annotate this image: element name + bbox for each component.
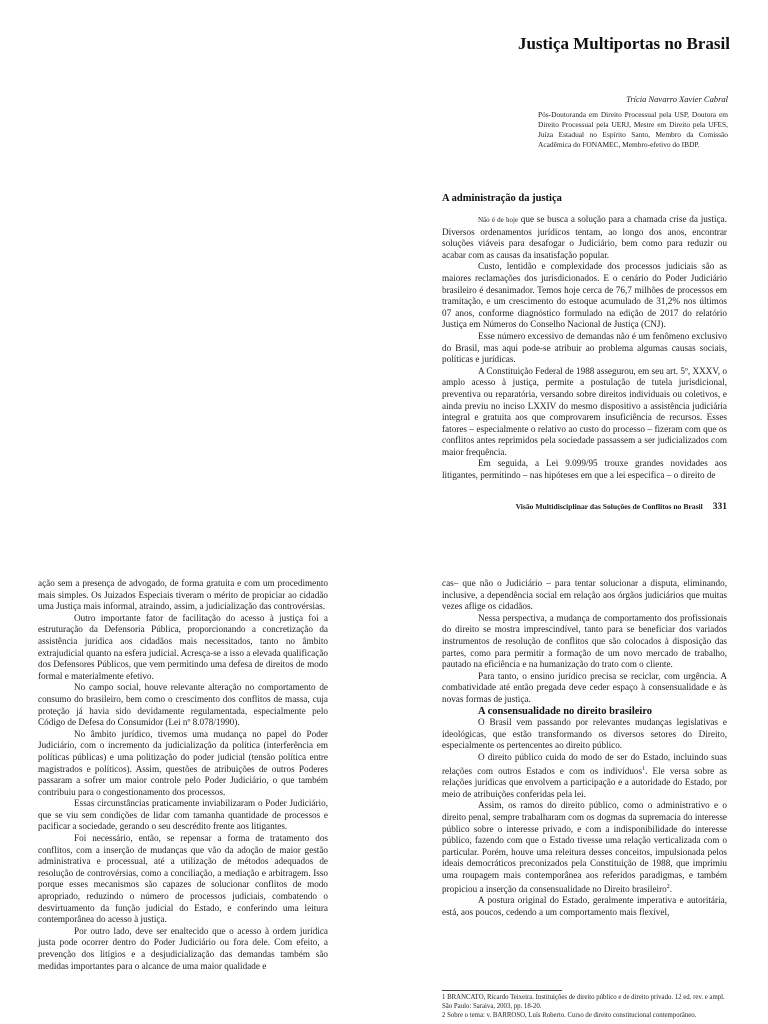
paragraph [442,214,727,261]
paragraph: No campo social, houve relevante alteração no comportamento de consumo do brasileiro, bem como o crescimento dos conflitos de massa, cuja proteção já havia sido devidamente regulamentada, especialmente pelo Código de Defesa do Consumidor (Lei nº 8.078/1990). [38,682,328,728]
paragraph [442,800,727,895]
paragraph: ação sem a presença de advogado, de forma gratuita e com um procedimento mais simples. Os Juizados Especiais tiveram o mérito de propiciar ao cidadão uma Justiça mais informal, atraindo, assim, a judicialização das controvérsias. [38,578,328,612]
article-title: Justiça Multiportas no Brasil [517,34,730,53]
paragraph: cas– que não o Judiciário – para tentar solucionar a disputa, eliminando, inclusive, a dependência social em relação aos órgãos judiciários que muitas vezes aflige os cidadãos. [442,578,727,612]
footnote-divider [442,990,562,991]
footnote-ref-2: 2 [666,883,670,890]
footnote-2: 2 Sobre o tema: v. BARROSO, Luís Roberto. Curso de direito constitucional contemporâneo. [442,1012,697,1019]
paragraph: O Brasil vem passando por relevantes mudanças legislativas e ideológicas, que estão transformando os diversos setores do Direito, especialmente os pertencentes ao direito público. [442,717,727,751]
paragraph-text: . Ele versa sobre as relações jurídicas que envolvem a participação e a autoridade do Estado, por meio de atribuições conferidas pela lei. [442,765,727,799]
section-heading-consensualidade: A consensualidade no direito brasileiro [478,705,653,717]
page-footer [442,502,727,512]
section-heading-administracao: A administração da justiça [442,193,562,204]
paragraph: Essas circunstâncias praticamente inviabilizaram o Poder Judiciário, que se viu sem condições de lidar com tamanha quantidade de processos e pacificar a sociedade, gerando o seu descrédito frente aos litigantes. [38,798,328,832]
paragraph: Custo, lentidão e complexidade dos processos judiciais são as maiores reclamações dos jurisdicionados. E o cenário do Poder Judiciário brasileiro é desanimador. Temos hoje cerca de 76,7 milhões de processos em tramitação, e um crescimento do estoque acumulado de 31,2% nos últimos 07 anos, conforme diagnóstico formulado na edição de 2017 do relatório Justiça em Números do Conselho Nacional de Justiça (CNJ). [442,261,727,330]
paragraph-text: . [669,883,673,894]
paragraph-text: Assim, os ramos do direito público, como o administrativo e o direito penal, sempre trabalharam com os dogmas da supremacia do interesse público sobre o interesse privado, e com a indisponibilidade do interesse público, fazendo com que o Estado tivesse uma relação verticalizada com o particular. Porém, houve uma releitura desses conceitos, impulsionada pelos ideais democráticos preconizados pela Constituição de 1988, que imprimiu uma roupagem mais contemporânea aos referidos paradigmas, e também propiciou a inserção da consensualidade no Direito brasileiro [442,800,727,894]
paragraph: Para tanto, o ensino jurídico precisa se reciclar, com urgência. A combatividade até então pregada deve ceder espaço à consensualidade e às novas formas de justiça. [442,670,727,704]
footnotes [442,993,727,1020]
paragraph-text: O direito público cuida do modo de ser do Estado, incluindo suas relações com outros Estados e com os indivíduos [442,751,727,776]
lead-in: Não é de hoje [478,216,519,224]
left-text-column [38,578,328,972]
author-affiliation: Pós-Doutoranda em Direito Processual pela USP, Doutora em Direito Processual pela UERJ, Mestre em Direito pela UFES, Juíza Estadual no Espírito Santo, Membro da Comissão Acadêmica do FONAMEC, Membro-efetivo do IBDP. [538,110,728,149]
page-332 [0,560,768,1024]
paragraph: Em seguida, a Lei 9.099/95 trouxe grandes novidades aos litigantes, permitindo – nas hipóteses em que a lei especifica – o direito de [442,458,727,481]
right-text-column [442,578,727,918]
top-text-column [442,214,727,482]
footnote-1: 1 BRANCATO, Ricardo Teixeira. Instituições de direito público e de direito privado. 12 ed. rev. e ampl. São Paulo: Saraiva, 2003, pp. 18-20. [442,994,725,1010]
author-name: Trícia Navarro Xavier Cabral [626,94,728,104]
footer-journal-title: Visão Multidisciplinar das Soluções de Conflitos no Brasil [515,502,703,511]
paragraph [442,752,727,800]
paragraph: Por outro lado, deve ser enaltecido que o acesso à ordem jurídica justa pode ocorrer dentro do Poder Judiciário ou fora dele. Com efeito, a prevenção dos litígios e a desjudicialização das demandas também são medidas importantes para o alcance de uma maior qualidade e [38,925,328,971]
paragraph: No âmbito jurídico, tivemos uma mudança no papel do Poder Judiciário, com o incremento da judicialização da política (interferência em políticas públicas) e uma politização do poder judicial (tensão política entre magistrados e políticos). Assim, questões de atribuições de outros Poderes passaram a sofrer um maior controle pelo Poder Judiciário, o que também contribuiu para o congestionamento dos processos. [38,728,328,797]
paragraph: Outro importante fator de facilitação do acesso à justiça foi a estruturação da Defensoria Pública, proporcionando a concretização da assistência jurídica aos cidadãos mais necessitados, tanto no âmbito extrajudicial quanto na esfera judicial. Acresça-se a isso a elevada qualificação dos Defensores Públicos, que vem permitindo uma defesa de direitos de modo formal e materialmente efetivo. [38,612,328,681]
paragraph: Foi necessário, então, se repensar a forma de tratamento dos conflitos, com a inserção de mudanças que vão da adoção de maior gestão administrativa e processual, até a utilização de métodos adequados de resolução de controvérsias, como a conciliação, a mediação e arbitragem. Isso porque esses mecanismos são capazes de solucionar conflitos de modo apropriado, reduzindo o número de processos judiciais, combatendo o desvirtuamento da função judicial do Estado, e conferindo uma leitura contemporânea do acesso à justiça. [38,833,328,925]
footnote-ref-1: 1 [642,765,646,772]
paragraph: A postura original do Estado, geralmente imperativa e autoritária, está, aos poucos, cedendo a um comportamento mais flexível, [442,895,727,917]
paragraph: A Constituição Federal de 1988 assegurou, em seu art. 5º, XXXV, o amplo acesso à justiça, permite a postulação de tutela jurisdicional, preventiva ou reparatória, versando sobre direitos individuais ou coletivos, e ainda previu no inciso LXXIV do mesmo dispositivo a assistência judiciária integral e gratuita aos que comprovarem insuficiência de recursos. Esses fatores – especialmente o relativo ao custo do processo – fizeram com que os conflitos antes reprimidos pela sociedade passassem a ser judicializados com maior frequência. [442,365,727,457]
paragraph: Nessa perspectiva, a mudança de comportamento dos profissionais do direito se mostra imprescindível, tanto para se beneficiar dos variados instrumentos de resolução de conflitos que são colocados à disposição das partes, como para permitir a formação de um novo mercado de trabalho, pautado na eficiência e na humanização do trato com o cliente. [442,612,727,670]
page-number: 331 [712,502,727,512]
paragraph: Esse número excessivo de demandas não é um fenômeno exclusivo do Brasil, mas aqui pode-se atribuir ao problema algumas causas sociais, políticas e jurídicas. [442,330,727,365]
paragraph-text: que se busca a solução para a chamada crise da justiça. Diversos ordenamentos jurídicos tentam, ao longo dos anos, encontrar soluções viáveis para desafogar o Judiciário, bem como para reduzir ou acabar com as causas da insatisfação popular. [442,214,727,260]
